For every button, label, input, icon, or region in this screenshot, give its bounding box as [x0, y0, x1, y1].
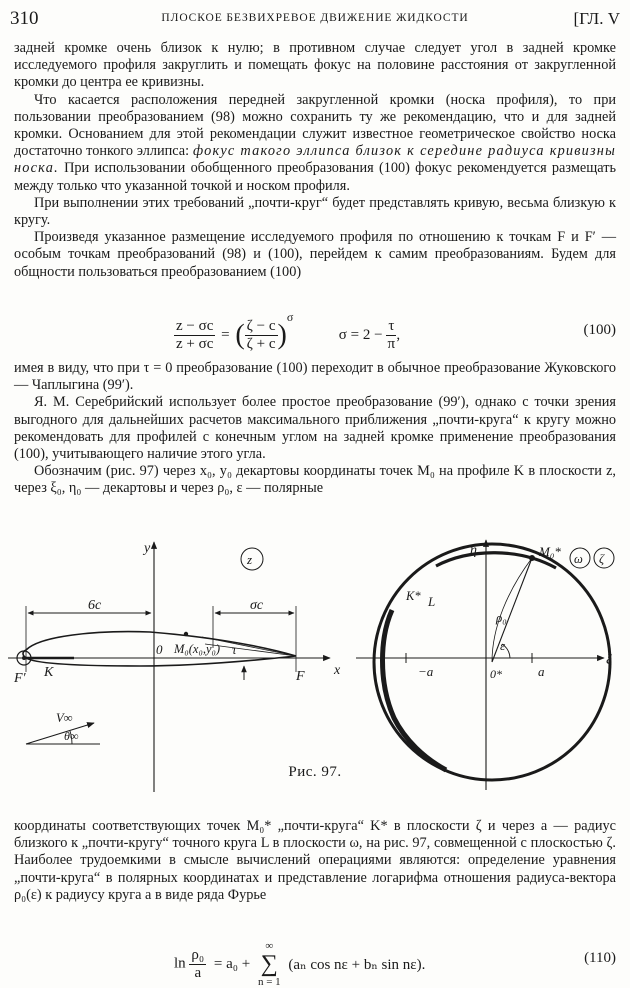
origin-label: 0: [156, 642, 163, 657]
x-axis-label: x: [334, 663, 341, 678]
text-block-bottom: [14, 818, 616, 904]
denominator: π: [387, 336, 396, 353]
k-star-label: K*: [406, 589, 421, 603]
paragraph: координаты соответствующих точек M₀* „почти-круга“ K* в плоскости ζ и через a — радиус близкого к „почти-кругу“ точного круга L в плоскости ω, на рис. 97, совмещенной с плоскостью ζ. Наиболее трудоемкими в смысле вычислений операциями являются: определение уравнения „почти-круга“ в полярных координатах и представление логарифма отношения радиуса-вектора ρ₀(ε) к радиусу круга a в виде ряда Фурье: [14, 818, 616, 903]
paragraph: Я. М. Серебрийский использует более простое преобразование (99′), однако с точки зрения выгодного для дальнейших расчетов максимального приближения „почти-круга“ к кругу можно рекомендовать для профилей с конечным углом на задней кромке применение преобразования (100), учитывающего наличие этого угла.: [14, 394, 616, 463]
figure-drawing: [0, 532, 630, 794]
sum-upper: ∞: [265, 940, 274, 952]
plane-zeta-label: ζ: [599, 552, 605, 566]
y-axis-label: y: [144, 541, 151, 556]
text-block-top: [14, 40, 616, 281]
xi-axis-label: ξ: [606, 653, 612, 668]
point-m0: [184, 632, 188, 636]
velocity-vector: [26, 723, 94, 744]
page-number: 310: [10, 8, 39, 29]
plane-z-label: z: [247, 552, 253, 567]
rhs-start: = a₀ +: [213, 955, 251, 972]
dimension-left-label: 6c: [88, 598, 102, 613]
paragraph: Обозначим (рис. 97) через x₀, y₀ декартовы координаты точек M₀ на профиле K в плоскости z, через ξ₀, η₀ — декартовы и через ρ₀, ε — полярные: [14, 463, 616, 497]
paragraph-text: При использовании обобщенного преобразования (100) фокус рекомендуется размещать между только что указанной точкой и носком профиля.: [14, 160, 616, 194]
dimension-right-label: σc: [250, 598, 264, 613]
denominator: a: [194, 964, 202, 981]
nearly-circle-k-star: [436, 553, 556, 568]
point-m0-label: M₀(x₀,y₀): [174, 642, 220, 656]
italic-statement: фокус такого эллипса близок к середине радиуса кривизны носка.: [14, 143, 616, 177]
fraction: [245, 318, 278, 353]
fraction: [174, 318, 215, 353]
paragraph: задней кромке очень близок к нулю; в противном случае следует угол в задней кромке исследуемого профиля закруглить и помещать фокус на половине расстояния от закругленной кромки до центра ее кривизны.: [14, 40, 616, 91]
sum-lower: n = 1: [257, 976, 281, 988]
sum-sign: ∑: [260, 951, 278, 977]
paragraph: имея в виду, что при τ = 0 преобразование (100) переходит в обычное преобразование Жуковского — Чаплыгина (99′).: [14, 360, 616, 394]
paragraph: [14, 92, 616, 195]
velocity-label: V∞: [56, 711, 73, 725]
paragraph-text: Что касается расположения передней закругленной кромки (носка профиля), то при пользовании преобразованием (98) можно сохранить ту же рекомендацию, что и для задней кромки. Основанием для этой рекомендации служит известное геометрическое свойство носка достаточно тонкого эллипса:: [14, 91, 616, 160]
log-symbol: ln: [174, 955, 186, 972]
nearly-circle-k-star: [383, 610, 447, 770]
profile-k-label: K: [44, 665, 54, 680]
equation-110: [14, 938, 616, 988]
numerator: ρ₀: [191, 946, 205, 963]
neg-a-label: −a: [418, 664, 434, 679]
fraction: [189, 947, 206, 982]
focus-f-prime-label: F′: [14, 671, 26, 686]
theta-label: θ∞: [64, 729, 79, 743]
running-title: ПЛОСКОЕ БЕЗВИХРЕВОЕ ДВИЖЕНИЕ ЖИДКОСТИ: [161, 12, 469, 24]
exponent: σ: [286, 310, 294, 324]
numerator: ζ − c: [246, 318, 276, 335]
point-m0-star: [529, 555, 535, 561]
paragraph: Произведя указанное размещение исследуемого профиля по отношению к точкам F и F′ — особым точкам преобразований (98) и (100), перейдем к самим преобразованиям. Будем для общности пользоваться преобразованием (100): [14, 229, 616, 280]
text-block-mid: [14, 360, 616, 498]
denominator: ζ + c: [246, 336, 276, 353]
a-label: a: [538, 664, 545, 679]
chapter-label: [ГЛ. V: [573, 9, 620, 28]
sigma-definition: σ = 2 −: [338, 327, 383, 344]
equation-number: (110): [584, 950, 616, 966]
plane-omega-label: ω: [574, 552, 583, 566]
numerator: τ: [388, 318, 395, 335]
focus-f-label: F: [296, 669, 305, 684]
eta-axis-label: η: [470, 543, 477, 558]
paragraph: При выполнении этих требований „почти-круг“ будет представлять кривую, весьма близкую к кругу.: [14, 194, 616, 229]
angle-tau-label: τ: [232, 643, 237, 657]
figure-caption: Рис. 97.: [288, 764, 342, 780]
circle-l-label: L: [428, 594, 436, 609]
figure-97: [0, 532, 630, 794]
equation-100: $\frac{z - \sigma c}{z + \sigma c}$ = ( $\frac{\zeta - c}{\zeta + c}$ )$^\sigma$ σ = 2 − $\frac{\tau}{\pi}$ , (100): [176, 310, 616, 353]
summation: [258, 940, 281, 988]
series-term: (aₙ cos nε + bₙ sin nε).: [288, 956, 426, 973]
numerator: z − σc: [176, 318, 214, 335]
eps-label: ε: [500, 638, 506, 653]
point-m0-star-label: M₀*: [539, 544, 561, 559]
equation-number: (100): [583, 322, 616, 338]
origin-star-label: 0*: [490, 667, 502, 681]
rho-label: ρ₀: [496, 610, 507, 625]
focus-point: [22, 656, 26, 660]
page-header: [10, 8, 620, 32]
denominator: z + σc: [176, 336, 214, 353]
fraction: [386, 318, 396, 353]
